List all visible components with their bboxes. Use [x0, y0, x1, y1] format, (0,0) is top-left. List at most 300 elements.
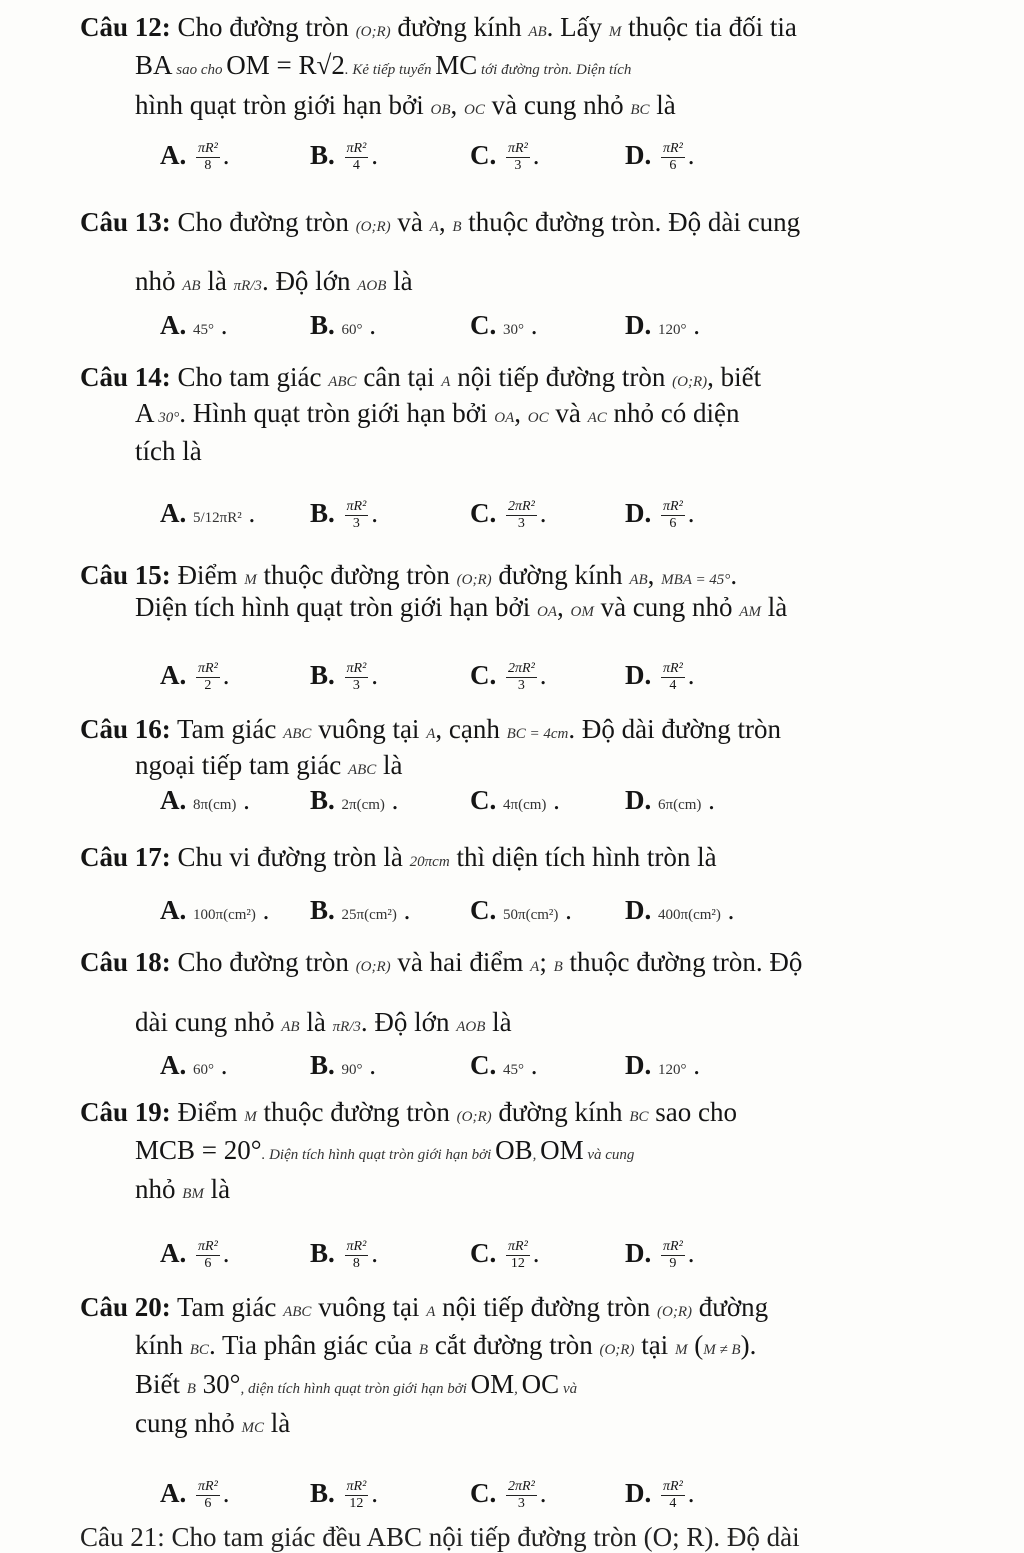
question-number: Câu 17: — [80, 842, 171, 872]
fraction-denominator: 9 — [669, 1256, 677, 1272]
option-label: A. — [160, 785, 187, 815]
fraction-numerator: πR² — [663, 141, 683, 157]
math-symbol: (O;R) — [456, 1109, 492, 1125]
math-symbol: A — [429, 219, 439, 235]
question-text: thuộc tia đối tia — [621, 12, 797, 42]
answer-option-a[interactable]: A. $\frac{\text{πR²}}{6}$ . — [160, 1478, 230, 1512]
question-text: nhỏ có diện — [606, 398, 740, 428]
math-symbol: AM — [739, 604, 761, 620]
answer-option-c[interactable]: C. 45° . — [470, 1050, 538, 1080]
math-symbol: . Diện tích hình quạt tròn giới hạn bởi — [261, 1147, 496, 1163]
option-fraction — [345, 1239, 369, 1272]
option-fraction — [506, 499, 537, 532]
question-text: dài cung nhỏ — [135, 1007, 282, 1037]
option-label: B. — [310, 1478, 335, 1508]
option-label: B. — [310, 1238, 335, 1268]
question-text: OM — [470, 1369, 515, 1399]
question-text: cắt đường tròn — [428, 1330, 600, 1360]
option-fraction — [661, 141, 685, 174]
question-line — [135, 1172, 230, 1211]
fraction-denominator: 3 — [517, 1496, 525, 1512]
option-label: D. — [625, 498, 652, 528]
fraction-numerator: πR² — [346, 141, 367, 157]
math-symbol: B — [553, 959, 563, 975]
question-text: tích là — [135, 436, 202, 466]
answer-option-c[interactable]: C. $\frac{\text{2πR²}}{3}$ . — [470, 660, 547, 694]
option-value: 30° — [503, 322, 524, 338]
math-symbol: AOB — [456, 1019, 486, 1035]
fraction-numerator: πR² — [663, 661, 683, 677]
question-line — [80, 840, 717, 879]
option-label: A. — [160, 1238, 187, 1268]
question-number: Câu 12: — [80, 12, 171, 42]
option-label: D. — [625, 1238, 652, 1268]
question-line — [135, 1133, 634, 1172]
answer-option-b[interactable]: B. $\frac{\text{πR²}}{12}$ . — [310, 1478, 379, 1512]
fraction-denominator: 3 — [517, 678, 525, 694]
fraction-numerator: 2πR² — [508, 661, 535, 677]
math-symbol: (O;R) — [355, 959, 391, 975]
fraction-denominator: 8 — [204, 158, 212, 174]
answer-option-a[interactable]: A. 8π(cm) . — [160, 785, 250, 815]
option-label: B. — [310, 1050, 335, 1080]
option-fraction — [345, 499, 369, 532]
question-text: , — [514, 398, 528, 428]
answer-option-d[interactable]: D. $\frac{\text{πR²}}{6}$ . — [625, 498, 695, 532]
math-symbol: A — [426, 1304, 436, 1320]
question-line — [80, 360, 761, 399]
question-text: vuông tại — [311, 714, 427, 744]
math-symbol: OC — [527, 410, 549, 426]
math-symbol: B — [186, 1381, 196, 1397]
math-symbol: A — [426, 726, 436, 742]
answer-option-c[interactable]: C. $\frac{\text{2πR²}}{3}$ . — [470, 498, 547, 532]
question-text: là — [200, 266, 234, 296]
option-value: 6π(cm) — [658, 797, 702, 813]
math-symbol: BC — [629, 1109, 649, 1125]
fraction-denominator: 6 — [204, 1256, 212, 1272]
option-label: A. — [160, 660, 187, 690]
option-value: 90° — [341, 1062, 363, 1078]
question-text: thuộc đường tròn. Độ — [562, 947, 803, 977]
fraction-denominator: 3 — [352, 678, 360, 694]
option-label: B. — [310, 895, 335, 925]
question-text: Tam giác — [177, 1292, 284, 1322]
answer-option-b[interactable]: B. 25π(cm²) . — [310, 895, 411, 925]
question-text: nội tiếp đường tròn — [450, 362, 673, 392]
answer-option-d[interactable]: D. 6π(cm) . — [625, 785, 715, 815]
question-text: ( — [687, 1330, 704, 1360]
option-fraction — [345, 661, 369, 694]
answer-option-a[interactable]: A. 5/12πR² . — [160, 498, 256, 528]
question-text: cung nhỏ — [135, 1408, 242, 1438]
fraction-numerator: πR² — [508, 1239, 528, 1255]
question-text: thuộc đường tròn. Độ dài cung — [461, 207, 801, 237]
math-symbol: (O;R) — [599, 1342, 635, 1358]
math-symbol: OA — [537, 604, 557, 620]
math-symbol: BC — [630, 102, 650, 118]
answer-option-d[interactable]: D. $\frac{\text{πR²}}{6}$ . — [625, 140, 695, 174]
option-value: 120° — [658, 1062, 687, 1078]
fraction-denominator: 3 — [352, 516, 360, 532]
option-fraction — [661, 661, 685, 694]
math-symbol: , — [514, 1381, 522, 1397]
math-symbol: OC — [464, 102, 485, 118]
question-text: OM = R√2 — [226, 50, 345, 80]
option-fraction — [196, 1239, 220, 1272]
question-text: , — [557, 592, 571, 622]
option-value: 45° — [503, 1062, 524, 1078]
question-text: , — [438, 207, 453, 237]
math-symbol: (O;R) — [456, 572, 492, 588]
answer-option-d[interactable]: D. $\frac{\text{πR²}}{4}$ . — [625, 1478, 695, 1512]
fraction-numerator: 2πR² — [508, 499, 535, 515]
option-label: D. — [625, 660, 652, 690]
option-value: 120° — [658, 322, 687, 338]
question-text: , — [450, 90, 465, 120]
question-number: Câu 13: — [80, 207, 171, 237]
answer-option-a[interactable]: A. $\frac{\text{πR²}}{6}$ . — [160, 1238, 230, 1272]
question-line — [135, 264, 413, 303]
option-label: C. — [470, 310, 497, 340]
answer-option-a[interactable]: A. $\frac{\text{πR²}}{8}$ . — [160, 140, 230, 174]
question-text: nội tiếp đường tròn — [435, 1292, 658, 1322]
fraction-numerator: πR² — [346, 499, 367, 515]
answer-option-d[interactable]: D. 400π(cm²) . — [625, 895, 735, 925]
question-text: OM — [540, 1135, 584, 1165]
question-text: Diện tích hình quạt tròn giới hạn bởi — [135, 592, 537, 622]
question-line — [135, 748, 403, 787]
math-symbol: M — [608, 24, 622, 40]
question-text: . Lấy — [546, 12, 609, 42]
question-text: là — [760, 592, 788, 622]
question-line — [80, 945, 802, 984]
fraction-numerator: πR² — [663, 1479, 683, 1495]
math-symbol: AB — [281, 1019, 300, 1035]
question-text: là — [299, 1007, 333, 1037]
question-text: . Độ lớn — [261, 266, 358, 296]
option-label: D. — [625, 1478, 652, 1508]
question-line — [135, 1005, 512, 1044]
question-number: Câu 19: — [80, 1097, 171, 1127]
question-line — [135, 590, 787, 629]
question-text: thì diện tích hình tròn là — [449, 842, 717, 872]
answer-option-c[interactable]: C. $\frac{\text{πR²}}{3}$ . — [470, 140, 540, 174]
question-text: nhỏ — [135, 266, 183, 296]
question-text: Cho đường tròn — [177, 207, 356, 237]
math-symbol: và cung — [583, 1147, 635, 1163]
question-text: . — [730, 560, 738, 590]
math-symbol: AB — [528, 24, 547, 40]
math-symbol: OM — [570, 604, 594, 620]
question-line — [80, 205, 800, 244]
question-text: là — [649, 90, 676, 120]
answer-option-b[interactable]: B. $\frac{\text{πR²}}{3}$ . — [310, 660, 379, 694]
option-value: 25π(cm²) — [341, 907, 397, 923]
fraction-denominator: 12 — [510, 1256, 525, 1272]
fraction-numerator: πR² — [198, 1479, 218, 1495]
option-label: D. — [625, 310, 652, 340]
math-symbol: ABC — [347, 762, 377, 778]
answer-option-a[interactable]: A. 60° . — [160, 1050, 228, 1080]
option-label: C. — [470, 895, 497, 925]
answer-option-b[interactable]: B. $\frac{\text{πR²}}{8}$ . — [310, 1238, 379, 1272]
question-text: BA — [135, 50, 173, 80]
math-symbol: OA — [494, 410, 515, 426]
fraction-numerator: πR² — [346, 661, 367, 677]
question-text: ). — [740, 1330, 757, 1360]
answer-option-a[interactable]: A. $\frac{\text{πR²}}{2}$ . — [160, 660, 230, 694]
option-fraction — [661, 1479, 685, 1512]
math-symbol: AB — [182, 278, 201, 294]
option-label: B. — [310, 310, 335, 340]
question-line — [80, 10, 797, 49]
option-label: C. — [470, 140, 497, 170]
math-symbol: , — [532, 1147, 541, 1163]
question-line — [80, 712, 781, 751]
option-label: B. — [310, 140, 335, 170]
option-label: A. — [160, 895, 187, 925]
question-text: đường kính — [390, 12, 529, 42]
math-symbol: MC — [241, 1420, 264, 1436]
question-text: là — [386, 266, 413, 296]
math-symbol: 30° — [154, 410, 180, 426]
question-text: là — [203, 1174, 231, 1204]
math-symbol: πR/3 — [233, 278, 262, 294]
fraction-denominator: 2 — [204, 678, 212, 694]
option-fraction — [506, 661, 537, 694]
question-text: đường kính — [491, 560, 630, 590]
fraction-denominator: 6 — [204, 1496, 212, 1512]
question-text: là — [485, 1007, 512, 1037]
fraction-denominator: 8 — [352, 1256, 360, 1272]
option-label: C. — [470, 1238, 497, 1268]
question-number: Câu 18: — [80, 947, 171, 977]
option-fraction — [661, 499, 685, 532]
question-text: ; — [539, 947, 554, 977]
question-text: nhỏ — [135, 1174, 183, 1204]
question-text: đường kính — [491, 1097, 630, 1127]
question-line — [135, 434, 202, 468]
option-value: 60° — [193, 1062, 214, 1078]
question-text: Chu vi đường tròn là — [177, 842, 410, 872]
question-text: và — [390, 207, 430, 237]
math-symbol: và — [559, 1381, 578, 1397]
option-label: D. — [625, 895, 652, 925]
answer-option-d[interactable]: D. 120° . — [625, 310, 700, 340]
fraction-numerator: πR² — [663, 499, 683, 515]
question-text: Cho đường tròn — [177, 12, 356, 42]
option-label: A. — [160, 310, 187, 340]
question-text: A — [135, 398, 155, 428]
question-number: Câu 15: — [80, 560, 171, 590]
math-symbol: (O;R) — [355, 24, 391, 40]
math-symbol: A — [530, 959, 540, 975]
answer-option-c[interactable]: C. 4π(cm) . — [470, 785, 560, 815]
answer-option-a[interactable]: A. 100π(cm²) . — [160, 895, 270, 925]
math-symbol: ABC — [283, 1304, 312, 1320]
option-fraction — [196, 1479, 220, 1512]
question-text: Biết — [135, 1369, 187, 1399]
answer-option-d[interactable]: D. $\frac{\text{πR²}}{4}$ . — [625, 660, 695, 694]
option-value: 100π(cm²) — [193, 907, 256, 923]
fraction-numerator: πR² — [346, 1239, 367, 1255]
math-symbol: sao cho — [172, 62, 227, 78]
question-text: Điểm — [177, 1097, 245, 1127]
option-value: πR² — [219, 510, 242, 526]
option-fraction — [196, 141, 220, 174]
question-text: là — [376, 750, 403, 780]
math-symbol: . Kẻ tiếp tuyến — [344, 62, 436, 78]
math-symbol: BC = 4cm — [506, 726, 569, 742]
math-symbol: 20πcm — [409, 854, 450, 870]
question-text: OB — [495, 1135, 533, 1165]
math-symbol: M — [244, 572, 257, 588]
option-fraction — [196, 661, 220, 694]
fraction-numerator: πR² — [198, 661, 218, 677]
math-symbol: AC — [587, 410, 607, 426]
question-line — [135, 1328, 756, 1367]
option-value: 45° — [193, 322, 214, 338]
question-text: tại — [634, 1330, 675, 1360]
question-text: MCB = 20° — [135, 1135, 262, 1165]
math-symbol: , diện tích hình quạt tròn giới hạn bởi — [240, 1381, 471, 1397]
math-symbol: πR/3 — [332, 1019, 361, 1035]
math-symbol: AOB — [357, 278, 387, 294]
fraction-denominator: 4 — [352, 158, 360, 174]
math-symbol: M — [244, 1109, 257, 1125]
question-text: đường — [692, 1292, 769, 1322]
math-symbol: AB — [629, 572, 648, 588]
option-coefficient: 5/12 — [193, 510, 220, 526]
option-value: 2π(cm) — [341, 797, 385, 813]
option-label: B. — [310, 498, 335, 528]
fraction-denominator: 4 — [669, 1496, 677, 1512]
math-symbol: B — [418, 1342, 429, 1358]
fraction-numerator: πR² — [346, 1479, 367, 1495]
question-line — [135, 88, 676, 127]
option-fraction — [506, 141, 530, 174]
option-fraction — [345, 141, 369, 174]
math-symbol: (O;R) — [355, 219, 391, 235]
question-text: hình quạt tròn giới hạn bởi — [135, 90, 431, 120]
question-number: Câu 14: — [80, 362, 171, 392]
answer-option-c[interactable]: C. 50π(cm²) . — [470, 895, 572, 925]
answer-option-b[interactable]: B. 60° . — [310, 310, 377, 340]
question-text: và — [548, 398, 588, 428]
question-text: và cung nhỏ — [593, 592, 740, 622]
answer-option-c[interactable]: C. $\frac{\text{2πR²}}{3}$ . — [470, 1478, 547, 1512]
option-fraction — [506, 1239, 530, 1272]
question-text: và hai điểm — [390, 947, 531, 977]
question-text: vuông tại — [311, 1292, 427, 1322]
question-text: MC — [435, 50, 478, 80]
option-label: C. — [470, 785, 497, 815]
answer-option-d[interactable]: D. $\frac{\text{πR²}}{9}$ . — [625, 1238, 695, 1272]
fraction-denominator: 6 — [669, 158, 677, 174]
math-symbol: M ≠ B — [703, 1342, 741, 1358]
question-number: Câu 20: — [80, 1292, 171, 1322]
option-fraction — [506, 1479, 537, 1512]
question-line — [135, 1367, 577, 1406]
option-fraction — [345, 1479, 369, 1512]
answer-option-c[interactable]: C. $\frac{\text{πR²}}{12}$ . — [470, 1238, 540, 1272]
fraction-numerator: πR² — [508, 141, 528, 157]
question-text: cân tại — [356, 362, 442, 392]
question-text: , cạnh — [435, 714, 507, 744]
option-value: 50π(cm²) — [503, 907, 559, 923]
math-symbol: BC — [189, 1342, 209, 1358]
question-text: ngoại tiếp tam giác — [135, 750, 348, 780]
option-label: C. — [470, 498, 497, 528]
option-fraction — [661, 1239, 685, 1272]
question-number: Câu 16: — [80, 714, 171, 744]
math-symbol: M — [674, 1342, 688, 1358]
option-label: A. — [160, 498, 187, 528]
option-value: 400π(cm²) — [658, 907, 721, 923]
question-text: Cho tam giác — [177, 362, 329, 392]
option-label: A. — [160, 140, 187, 170]
question-text: OC — [521, 1369, 560, 1399]
question-text: Tam giác — [177, 714, 284, 744]
question-line — [135, 396, 740, 435]
answer-option-b[interactable]: B. $\frac{\text{πR²}}{3}$ . — [310, 498, 379, 532]
question-line — [135, 1406, 290, 1445]
option-label: C. — [470, 1050, 497, 1080]
answer-option-d[interactable]: D. 120° . — [625, 1050, 700, 1080]
fraction-denominator: 4 — [669, 678, 677, 694]
math-symbol: BM — [182, 1186, 204, 1202]
math-symbol: B — [452, 219, 462, 235]
question-text: thuộc đường tròn — [256, 1097, 457, 1127]
fraction-denominator: 3 — [517, 516, 525, 532]
option-label: D. — [625, 785, 652, 815]
question-text: . Độ lớn — [360, 1007, 457, 1037]
question-text: và cung nhỏ — [484, 90, 631, 120]
option-value: 60° — [341, 322, 363, 338]
question-text: , — [647, 560, 662, 590]
fraction-numerator: πR² — [198, 1239, 218, 1255]
fraction-numerator: 2πR² — [508, 1479, 535, 1495]
option-label: A. — [160, 1050, 187, 1080]
fraction-denominator: 3 — [514, 158, 522, 174]
question-text: . Độ dài đường tròn — [568, 714, 781, 744]
answer-option-a[interactable]: A. 45° . — [160, 310, 228, 340]
answer-option-b[interactable]: B. 90° . — [310, 1050, 377, 1080]
question-text: . Tia phân giác của — [208, 1330, 419, 1360]
math-symbol: ABC — [328, 374, 357, 390]
math-symbol: MBA = 45° — [661, 572, 731, 588]
math-symbol: (O;R) — [657, 1304, 692, 1320]
question-line — [135, 48, 631, 87]
question-text: . Hình quạt tròn giới hạn bởi — [179, 398, 495, 428]
math-symbol: A — [441, 374, 451, 390]
answer-option-b[interactable]: B. $\frac{\text{πR²}}{4}$ . — [310, 140, 379, 174]
question-text: thuộc đường tròn — [256, 560, 457, 590]
answer-option-b[interactable]: B. 2π(cm) . — [310, 785, 399, 815]
option-label: C. — [470, 660, 497, 690]
option-label: D. — [625, 140, 652, 170]
cutoff-next-question: Câu 21: Cho tam giác đều ABC nội tiếp đường tròn (O; R). Độ dài — [80, 1522, 800, 1552]
question-text: là — [263, 1408, 291, 1438]
fraction-denominator: 12 — [349, 1496, 364, 1512]
option-label: C. — [470, 1478, 497, 1508]
math-symbol: OB — [430, 102, 451, 118]
fraction-numerator: πR² — [198, 141, 218, 157]
answer-option-c[interactable]: C. 30° . — [470, 310, 538, 340]
fraction-denominator: 6 — [669, 516, 677, 532]
math-symbol: tới đường tròn. Diện tích — [477, 62, 632, 78]
